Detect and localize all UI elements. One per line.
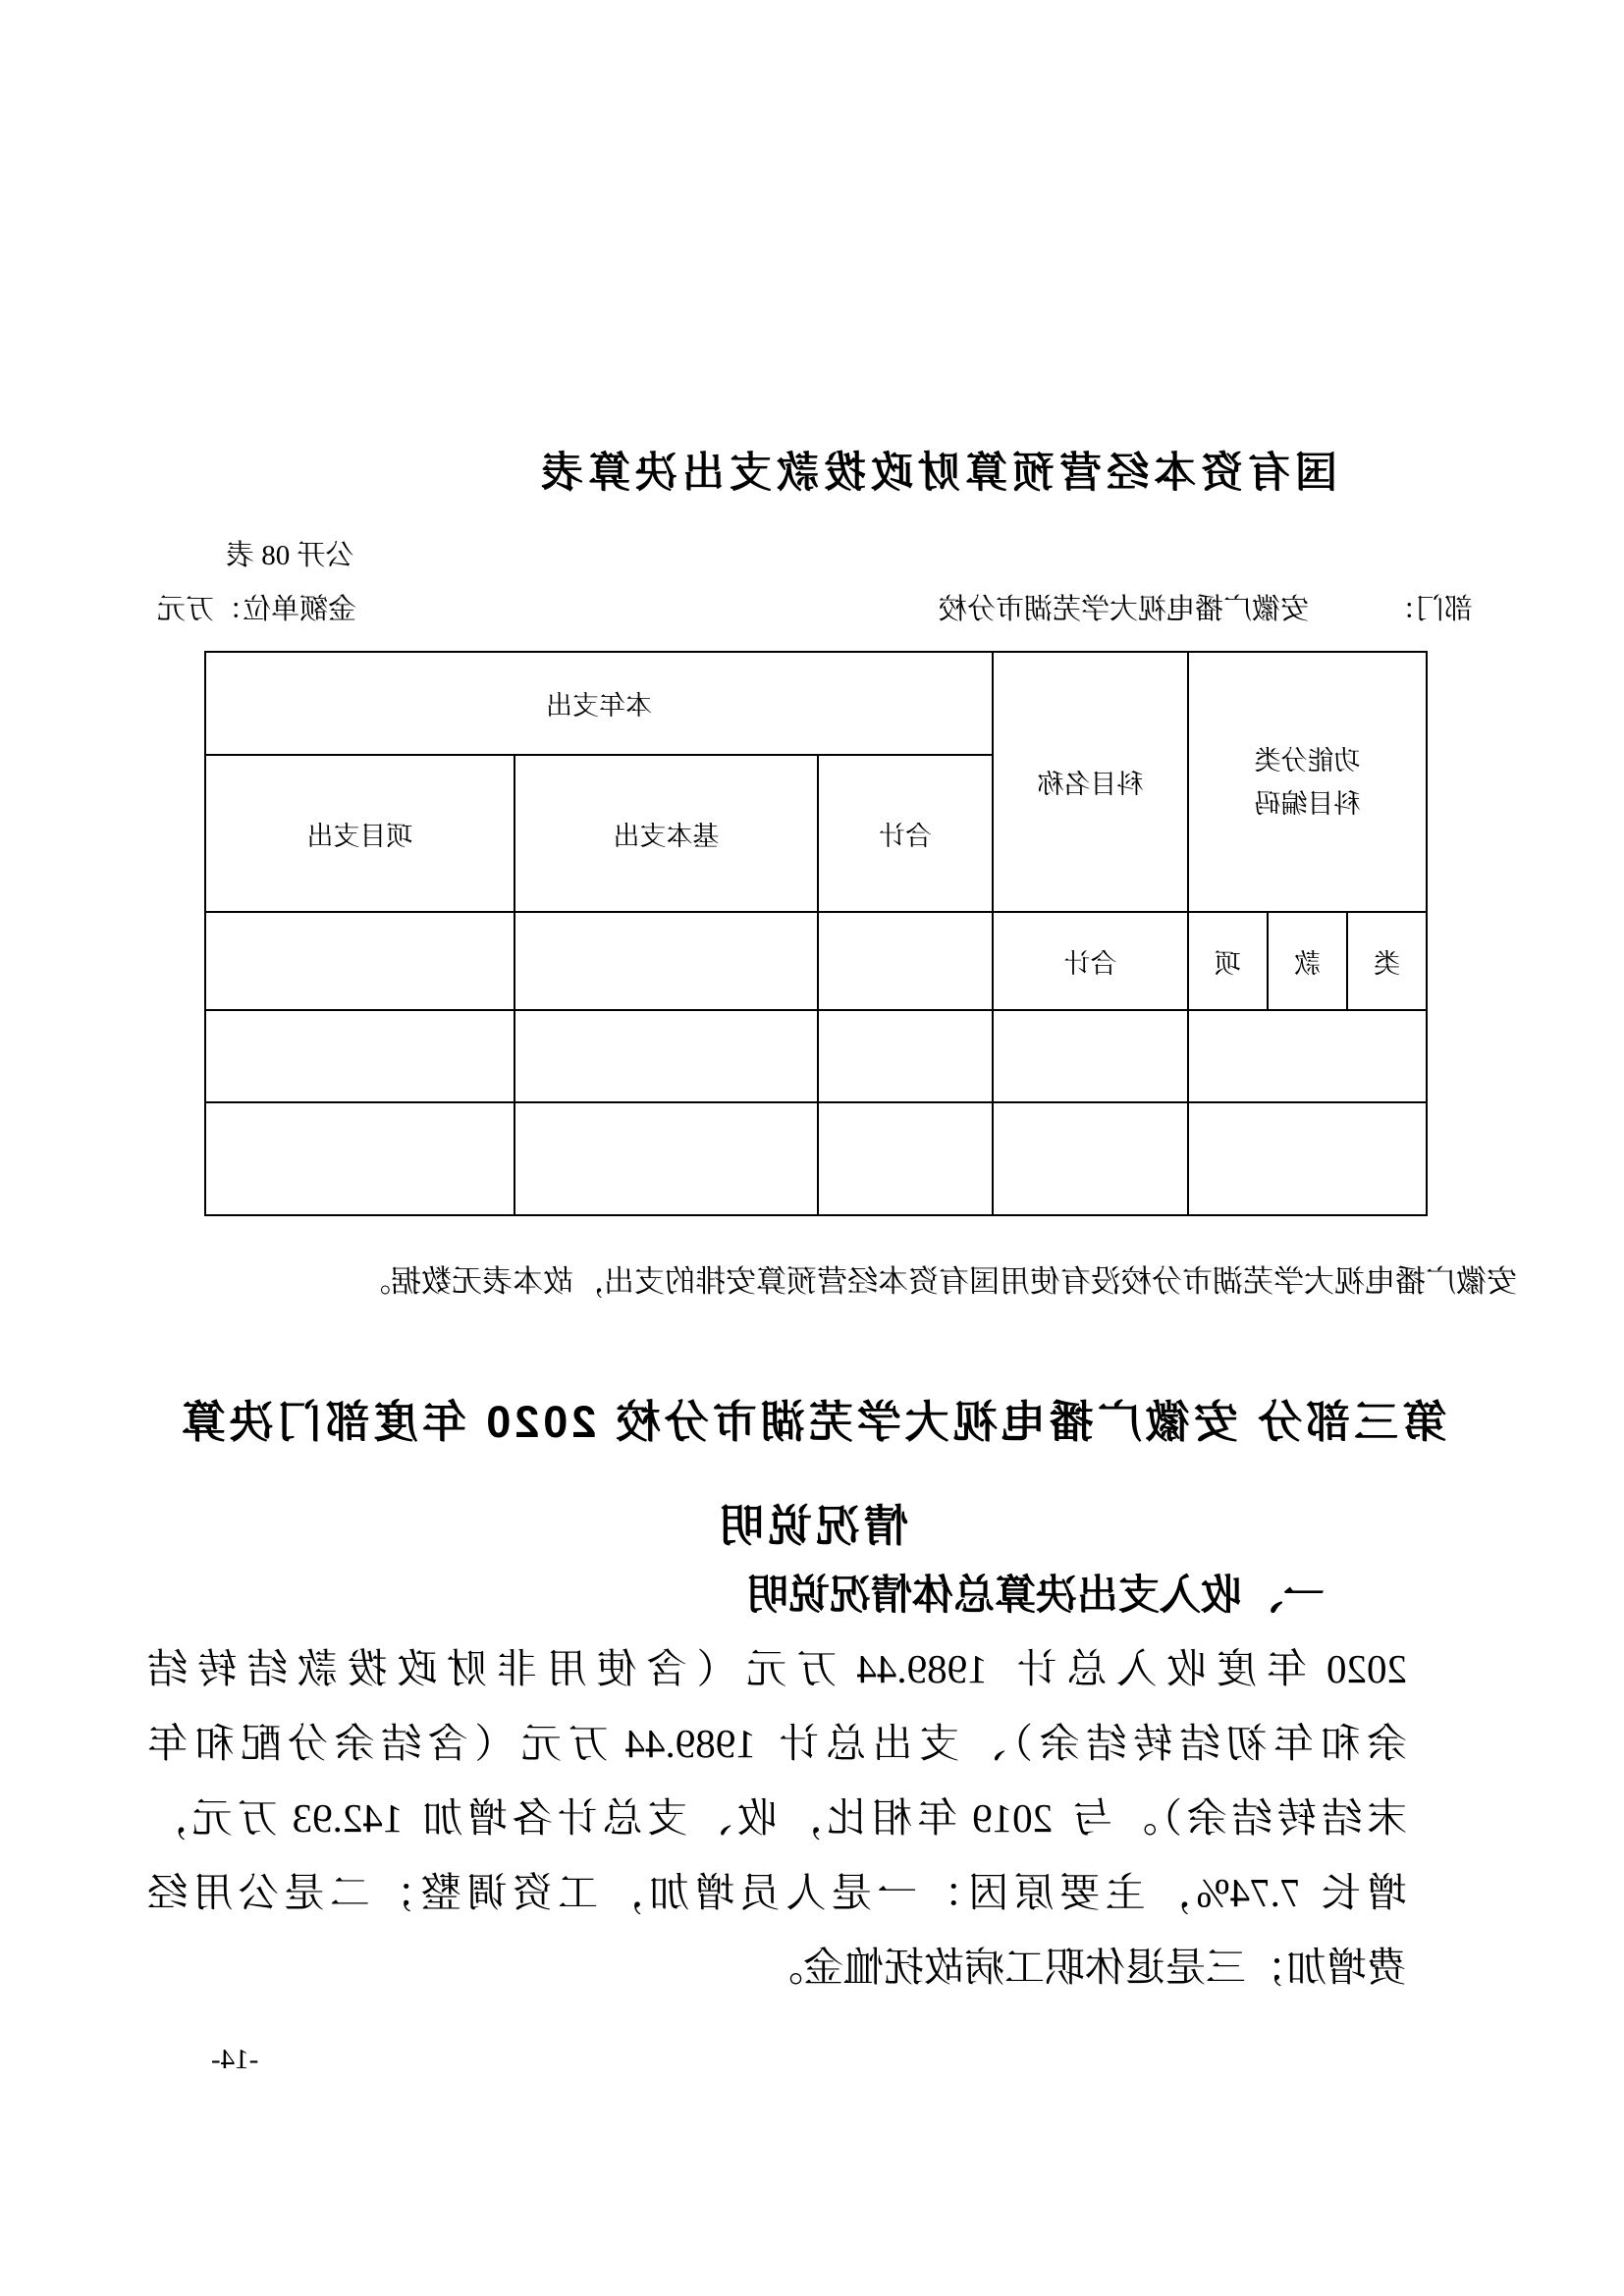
budget-table xyxy=(204,651,1428,1216)
header-basic-expense: 基本支出 xyxy=(514,755,818,912)
page-number: -14- xyxy=(211,2044,259,2075)
empty-cell xyxy=(205,912,514,1010)
paragraph-line: 费增加；三是退休职工病故抚恤金。 xyxy=(763,1945,1407,1990)
table-header-row-1 xyxy=(205,652,1427,755)
header-func-code-line2: 科目编码 xyxy=(1254,788,1361,819)
amount-unit-label: 金额单位：万元 xyxy=(157,594,357,625)
empty-cell xyxy=(818,1102,993,1215)
empty-cell xyxy=(514,1102,818,1215)
table-note: 安徽广播电视大学芜湖市分校没有使用国有资本经营预算安排的支出，故本表无数据。 xyxy=(360,1264,1517,1299)
department-line xyxy=(939,587,1473,627)
empty-cell xyxy=(818,912,993,1010)
table-body-row xyxy=(205,1102,1427,1215)
paragraph-line: 增长 7.74%，主要原因：一是人员增加，工资调整；二是公用经 xyxy=(147,1870,1407,1915)
total-row-label: 合计 xyxy=(993,912,1188,1010)
empty-cell xyxy=(1188,1010,1427,1102)
department-label: 部门： xyxy=(1386,594,1473,625)
header-project-expense: 项目支出 xyxy=(205,755,514,912)
body-paragraph xyxy=(147,1631,1407,2004)
table-body-row xyxy=(205,1010,1427,1102)
empty-cell xyxy=(514,1010,818,1102)
department-name: 安徽广播电视大学芜湖市分校 xyxy=(938,594,1309,625)
empty-cell xyxy=(205,1010,514,1102)
empty-cell xyxy=(514,912,818,1010)
header-current-year-expense: 本年支出 xyxy=(205,652,993,755)
empty-cell xyxy=(1188,1102,1427,1215)
header-total: 合计 xyxy=(818,755,993,912)
header-col-section: 款 xyxy=(1268,912,1347,1010)
header-col-item: 项 xyxy=(1188,912,1268,1010)
header-func-code-line1: 功能分类 xyxy=(1254,745,1361,775)
empty-cell xyxy=(818,1010,993,1102)
empty-cell xyxy=(993,1102,1188,1215)
section-heading-line1: 第三部分 安徽广播电视大学芜湖市分校 2020 年度部门决算 xyxy=(177,1397,1447,1447)
header-col-class: 类 xyxy=(1347,912,1427,1010)
document-title: 国有资本经营预算财政拨款支出决算表 xyxy=(536,450,1337,497)
table-header-row-3 xyxy=(205,912,1427,1010)
empty-cell xyxy=(993,1010,1188,1102)
form-number-label: 公开 08 表 xyxy=(226,540,354,571)
paragraph-line: 余和年初结转结余）、支出总计 1989.44 万元（含结余分配和年 xyxy=(147,1721,1407,1766)
section-heading-line2: 情况说明 xyxy=(716,1501,909,1551)
paragraph-line: 末结转结余）。与 2019 年相比，收、支总计各增加 142.93 万元， xyxy=(147,1795,1407,1841)
empty-cell xyxy=(205,1102,514,1215)
header-subject-name: 科目名称 xyxy=(993,652,1188,912)
paragraph-line: 2020 年度收入总计 1989.44 万元（含使用非财政拨款结转结 xyxy=(147,1646,1407,1691)
section-subheading: 一、收入支出决算总体情况说明 xyxy=(746,1574,1325,1619)
header-func-code xyxy=(1188,652,1427,912)
